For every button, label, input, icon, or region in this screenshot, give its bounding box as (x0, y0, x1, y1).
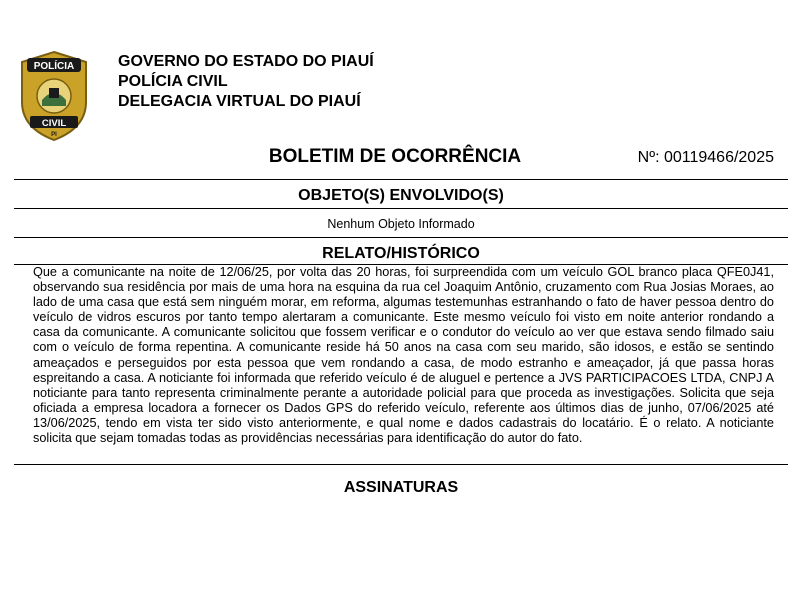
objects-heading: OBJETO(S) ENVOLVIDO(S) (298, 187, 504, 204)
header-block (118, 52, 374, 112)
header-police: POLÍCIA CIVIL (118, 73, 228, 90)
badge-small-text: PI (51, 132, 57, 138)
divider (14, 208, 788, 209)
signatures-heading: ASSINATURAS (343, 479, 459, 496)
badge-top-text: POLÍCIA (33, 61, 75, 72)
header-delegacia: DELEGACIA VIRTUAL DO PIAUÍ (118, 93, 361, 110)
relato-heading: RELATO/HISTÓRICO (322, 245, 480, 262)
divider (14, 179, 788, 180)
policia-civil-badge-icon (18, 50, 90, 142)
divider (14, 464, 788, 465)
objects-value: Nenhum Objeto Informado (327, 217, 475, 231)
relato-text: Que a comunicante na noite de 12/06/25, por volta das 20 horas, foi surpreendida com um veículo GOL branco placa QFE0J41, observando sua residência por mais de uma hora na esquina da rua cel Joaquim Antônio, cruzamento com Rua Josias Moraes, ao lado de uma casa que está sem ninguém morar, em reforma, algumas testemunhas estranhando o fato de haver pessoa dentro do veículo de vidros escuros por tanto tempo alertaram a comunicante. Este mesmo veículo foi visto em noite anterior rondando a casa da comunicante. A comunicante solicitou que fossem verificar e o condutor do veículo ao ver que estava sendo filmado saiu com o veículo de forma repentina. A comunicante reside há 50 anos na casa com seu marido, são idosos, e estão se sentindo ameaçados e perseguidos por esta pessoa que vem rondando a casa, de modo estranho e ameaçador, já que passa horas espreitando a casa. A noticiante foi informada que referido veículo é de aluguel e pertence a JVS PARTICIPACOES LTDA, CNPJ A noticiante para tanto representa criminalmente perante a autoridade policial para que proceda as investigações. Solicita que seja oficiada a empresa locadora a fornecer os Dados GPS do referido veículo, referente aos últimos dias de junho, 07/06/2025 até 13/06/2025, tendo em vista ter sido visto anteriormente, e qual nome e dados cadastrais do locatário. É o relato. A noticiante solicita que sejam tomadas todas as providências necessárias para identificação do autor do fato. (33, 265, 774, 446)
document-number: Nº: 00119466/2025 (637, 149, 774, 166)
badge-bottom-text: CIVIL (41, 118, 67, 129)
header-government: GOVERNO DO ESTADO DO PIAUÍ (118, 53, 374, 70)
document-title: BOLETIM DE OCORRÊNCIA (268, 146, 522, 167)
divider (14, 237, 788, 238)
